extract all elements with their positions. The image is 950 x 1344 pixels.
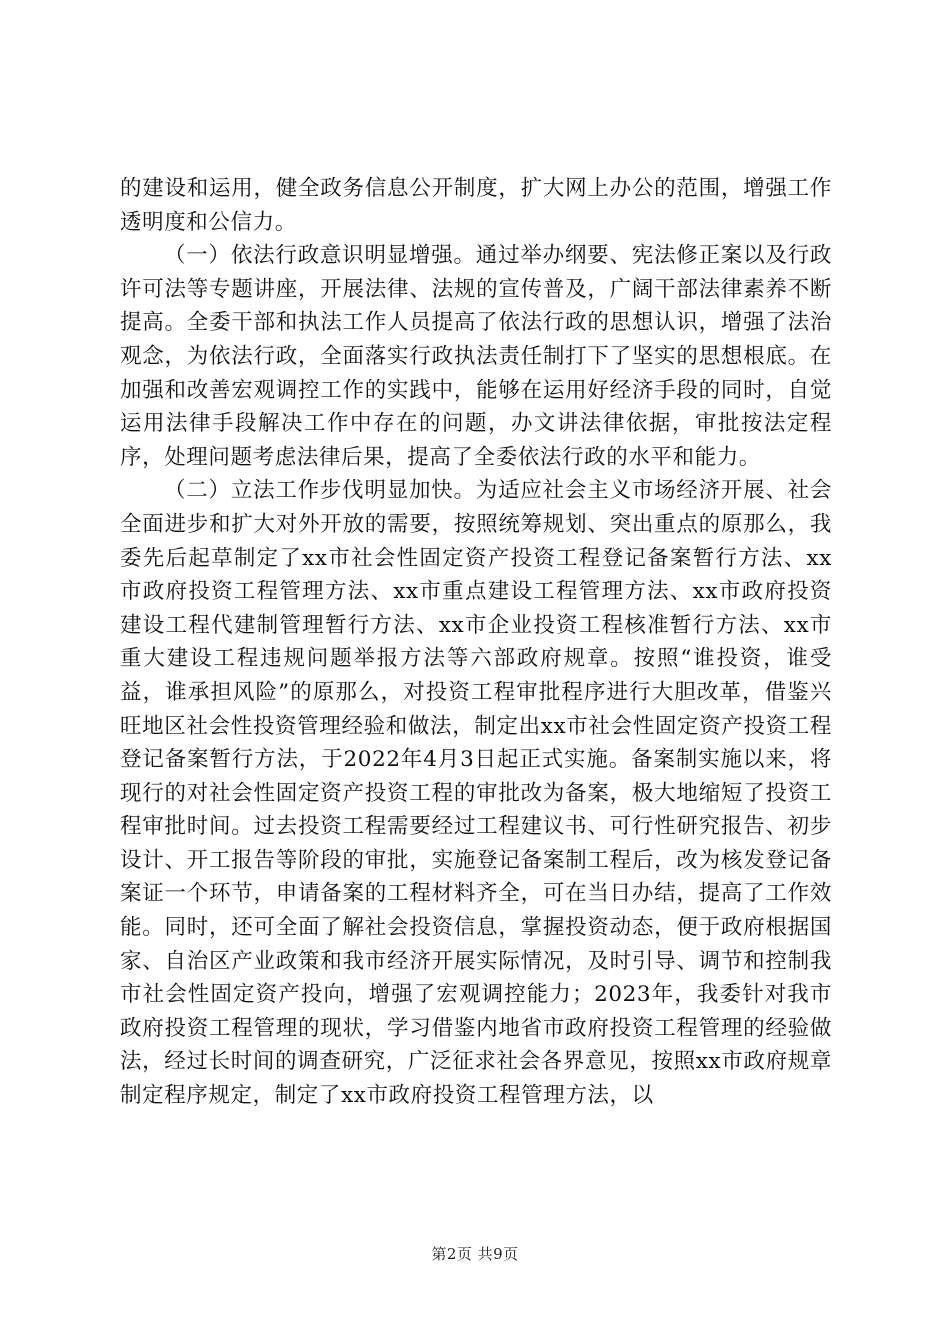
- paragraph-section-one: （一）依法行政意识明显增强。通过举办纲要、宪法修正案以及行政许可法等专题讲座，开展法律、法规的宣传普及，广阔干部法律素养不断提高。全委干部和执法工作人员提高了依法行政的思想认识，增强了法治观念，为依法行政，全面落实行政执法责任制打下了坚实的思想根底。在加强和改善宏观调控工作的实践中，能够在运用好经济手段的同时，自觉运用法律手段解决工作中存在的问题，办文讲法律依据，审批按法定程序，处理问题考虑法律后果，提高了全委依法行政的水平和能力。: [120, 243, 832, 470]
- page-footer: 第2页 共9页: [431, 1245, 519, 1263]
- paragraph-section-two: （二）立法工作步伐明显加快。为适应社会主义市场经济开展、社会全面进步和扩大对外开放的需要，按照统筹规划、突出重点的原那么，我委先后起草制定了xx市社会性固定资产投资工程登记备案暂行方法、xx市政府投资工程管理方法、xx市重点建设工程管理方法、xx市政府投资建设工程代建制管理暂行方法、xx市企业投资工程核准暂行方法、xx市重大建设工程违规问题举报方法等六部政府规章。按照“谁投资，谁受益，谁承担风险”的原那么，对投资工程审批程序进行大胆改革，借鉴兴旺地区社会性投资管理经验和做法，制定出xx市社会性固定资产投资工程登记备案暂行方法，于2022年4月3日起正式实施。备案制实施以来，将现行的对社会性固定资产投资工程的审批改为备案，极大地缩短了投资工程审批时间。过去投资工程需要经过工程建议书、可行性研究报告、初步设计、开工报告等阶段的审批，实施登记备案制工程后，改为核发登记备案证一个环节，申请备案的工程材料齐全，可在当日办结，提高了工作效能。同时，还可全面了解社会投资信息，掌握投资动态，便于政府根据国家、自治区产业政策和我市经济开展实际情况，及时引导、调节和控制我市社会性固定资产投向，增强了宏观调控能力；2023年，我委针对我市政府投资工程管理的现状，学习借鉴内地省市政府投资工程管理的经验做法，经过长时间的调查研究，广泛征求社会各界意见，按照xx市政府规章制定程序规定，制定了xx市政府投资工程管理方法，以: [120, 478, 832, 1109]
- document-body: [120, 172, 832, 1113]
- paragraph-continuation: 的建设和运用，健全政务信息公开制度，扩大网上办公的范围，增强工作透明度和公信力。: [120, 176, 832, 235]
